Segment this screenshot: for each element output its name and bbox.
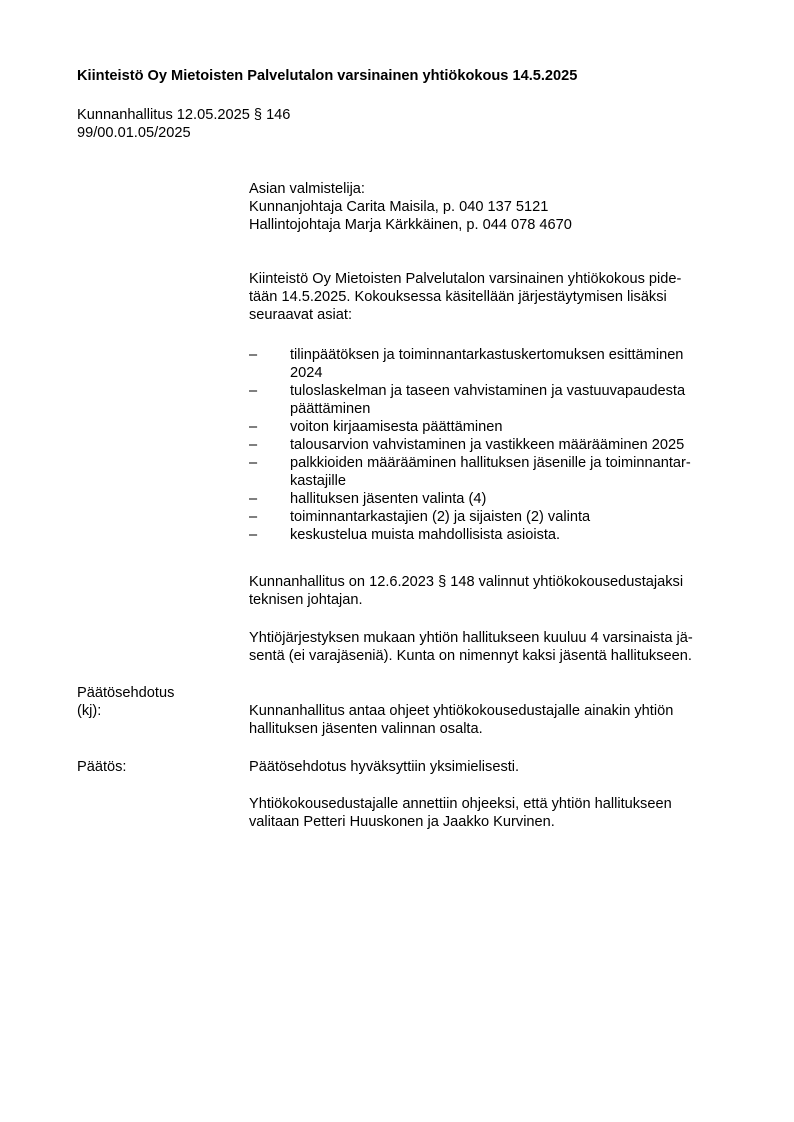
- representative-line-1: Kunnanhallitus on 12.6.2023 § 148 valinnut yhtiökokousedustajaksi: [249, 574, 684, 590]
- bullet-marker: –: [249, 437, 258, 453]
- decision-label: Päätös:: [77, 759, 127, 775]
- preparer-block: [249, 180, 739, 234]
- proposal-line-2: hallituksen jäsenten valinnan osalta.: [249, 721, 483, 737]
- agenda-item-line-1: hallituksen jäsenten valinta (4): [290, 491, 487, 507]
- bullet-marker: –: [249, 527, 258, 543]
- agenda-item: [249, 436, 739, 454]
- articles-line-2: sentä (ei varajäseniä). Kunta on nimennyt kaksi jäsentä hallitukseen.: [249, 648, 692, 664]
- preparer-heading: Asian valmistelija:: [249, 181, 365, 197]
- bullet-marker: –: [249, 491, 258, 507]
- preparer-line-1: Kunnanjohtaja Carita Maisila, p. 040 137 5121: [249, 199, 549, 215]
- agenda-item: [249, 454, 739, 490]
- bullet-marker: –: [249, 383, 258, 399]
- agenda-item-line-1: tuloslaskelman ja taseen vahvistaminen ja vastuuvapaudesta: [290, 383, 686, 399]
- agenda-item: [249, 526, 739, 544]
- bullet-marker: –: [249, 455, 258, 471]
- agenda-item-line-1: keskustelua muista mahdollisista asioista.: [290, 527, 561, 543]
- representative-line-2: teknisen johtajan.: [249, 592, 363, 608]
- bullet-marker: –: [249, 419, 258, 435]
- bullet-marker: –: [249, 347, 258, 363]
- agenda-item-line-2: kastajille: [290, 473, 346, 489]
- bullet-marker: –: [249, 509, 258, 525]
- agenda-item-line-1: palkkioiden määrääminen hallituksen jäsenille ja toiminnantar-: [290, 455, 691, 471]
- proposal-label-line-2: (kj):: [77, 703, 102, 719]
- agenda-item-line-2: päättäminen: [290, 401, 371, 417]
- agenda-item: [249, 346, 739, 382]
- intro-line-2: tään 14.5.2025. Kokouksessa käsitellään järjestäytymisen lisäksi: [249, 289, 667, 305]
- agenda-list: [249, 346, 739, 544]
- representative-paragraph: [249, 573, 739, 609]
- agenda-item-line-1: tilinpäätöksen ja toiminnantarkastuskertomuksen esittäminen: [290, 347, 684, 363]
- decision-line: Päätösehdotus hyväksyttiin yksimielisesti.: [249, 759, 520, 775]
- proposal-paragraph: [249, 702, 739, 738]
- agenda-item-line-1: toiminnantarkastajien (2) ja sijaisten (2) valinta: [290, 509, 591, 525]
- instruction-line-2: valitaan Petteri Huuskonen ja Jaakko Kurvinen.: [249, 814, 555, 830]
- agenda-item: [249, 382, 739, 418]
- instruction-paragraph: [249, 795, 739, 831]
- articles-paragraph: [249, 629, 739, 665]
- agenda-item: [249, 508, 739, 526]
- proposal-line-1: Kunnanhallitus antaa ohjeet yhtiökokousedustajalle ainakin yhtiön: [249, 703, 674, 719]
- document-title: Kiinteistö Oy Mietoisten Palvelutalon varsinainen yhtiökokous 14.5.2025: [77, 68, 578, 84]
- articles-line-1: Yhtiöjärjestyksen mukaan yhtiön hallitukseen kuuluu 4 varsinaista jä-: [249, 630, 693, 646]
- instruction-line-1: Yhtiökokousedustajalle annettiin ohjeeksi, että yhtiön hallitukseen: [249, 796, 672, 812]
- preparer-line-2: Hallintojohtaja Marja Kärkkäinen, p. 044 078 4670: [249, 217, 572, 233]
- agenda-item-line-1: voiton kirjaamisesta päättäminen: [290, 419, 503, 435]
- decision-paragraph: [249, 758, 739, 776]
- proposal-label-line-1: Päätösehdotus: [77, 685, 175, 701]
- agenda-item-line-1: talousarvion vahvistaminen ja vastikkeen määrääminen 2025: [290, 437, 685, 453]
- intro-line-3: seuraavat asiat:: [249, 307, 353, 323]
- agenda-item: [249, 418, 739, 436]
- intro-paragraph: [249, 270, 739, 324]
- agenda-item-line-2: 2024: [290, 365, 323, 381]
- reference-line-diary-number: 99/00.01.05/2025: [77, 125, 191, 141]
- reference-line-meeting: Kunnanhallitus 12.05.2025 § 146: [77, 107, 291, 123]
- intro-line-1: Kiinteistö Oy Mietoisten Palvelutalon varsinainen yhtiökokous pide-: [249, 271, 682, 287]
- agenda-item: [249, 490, 739, 508]
